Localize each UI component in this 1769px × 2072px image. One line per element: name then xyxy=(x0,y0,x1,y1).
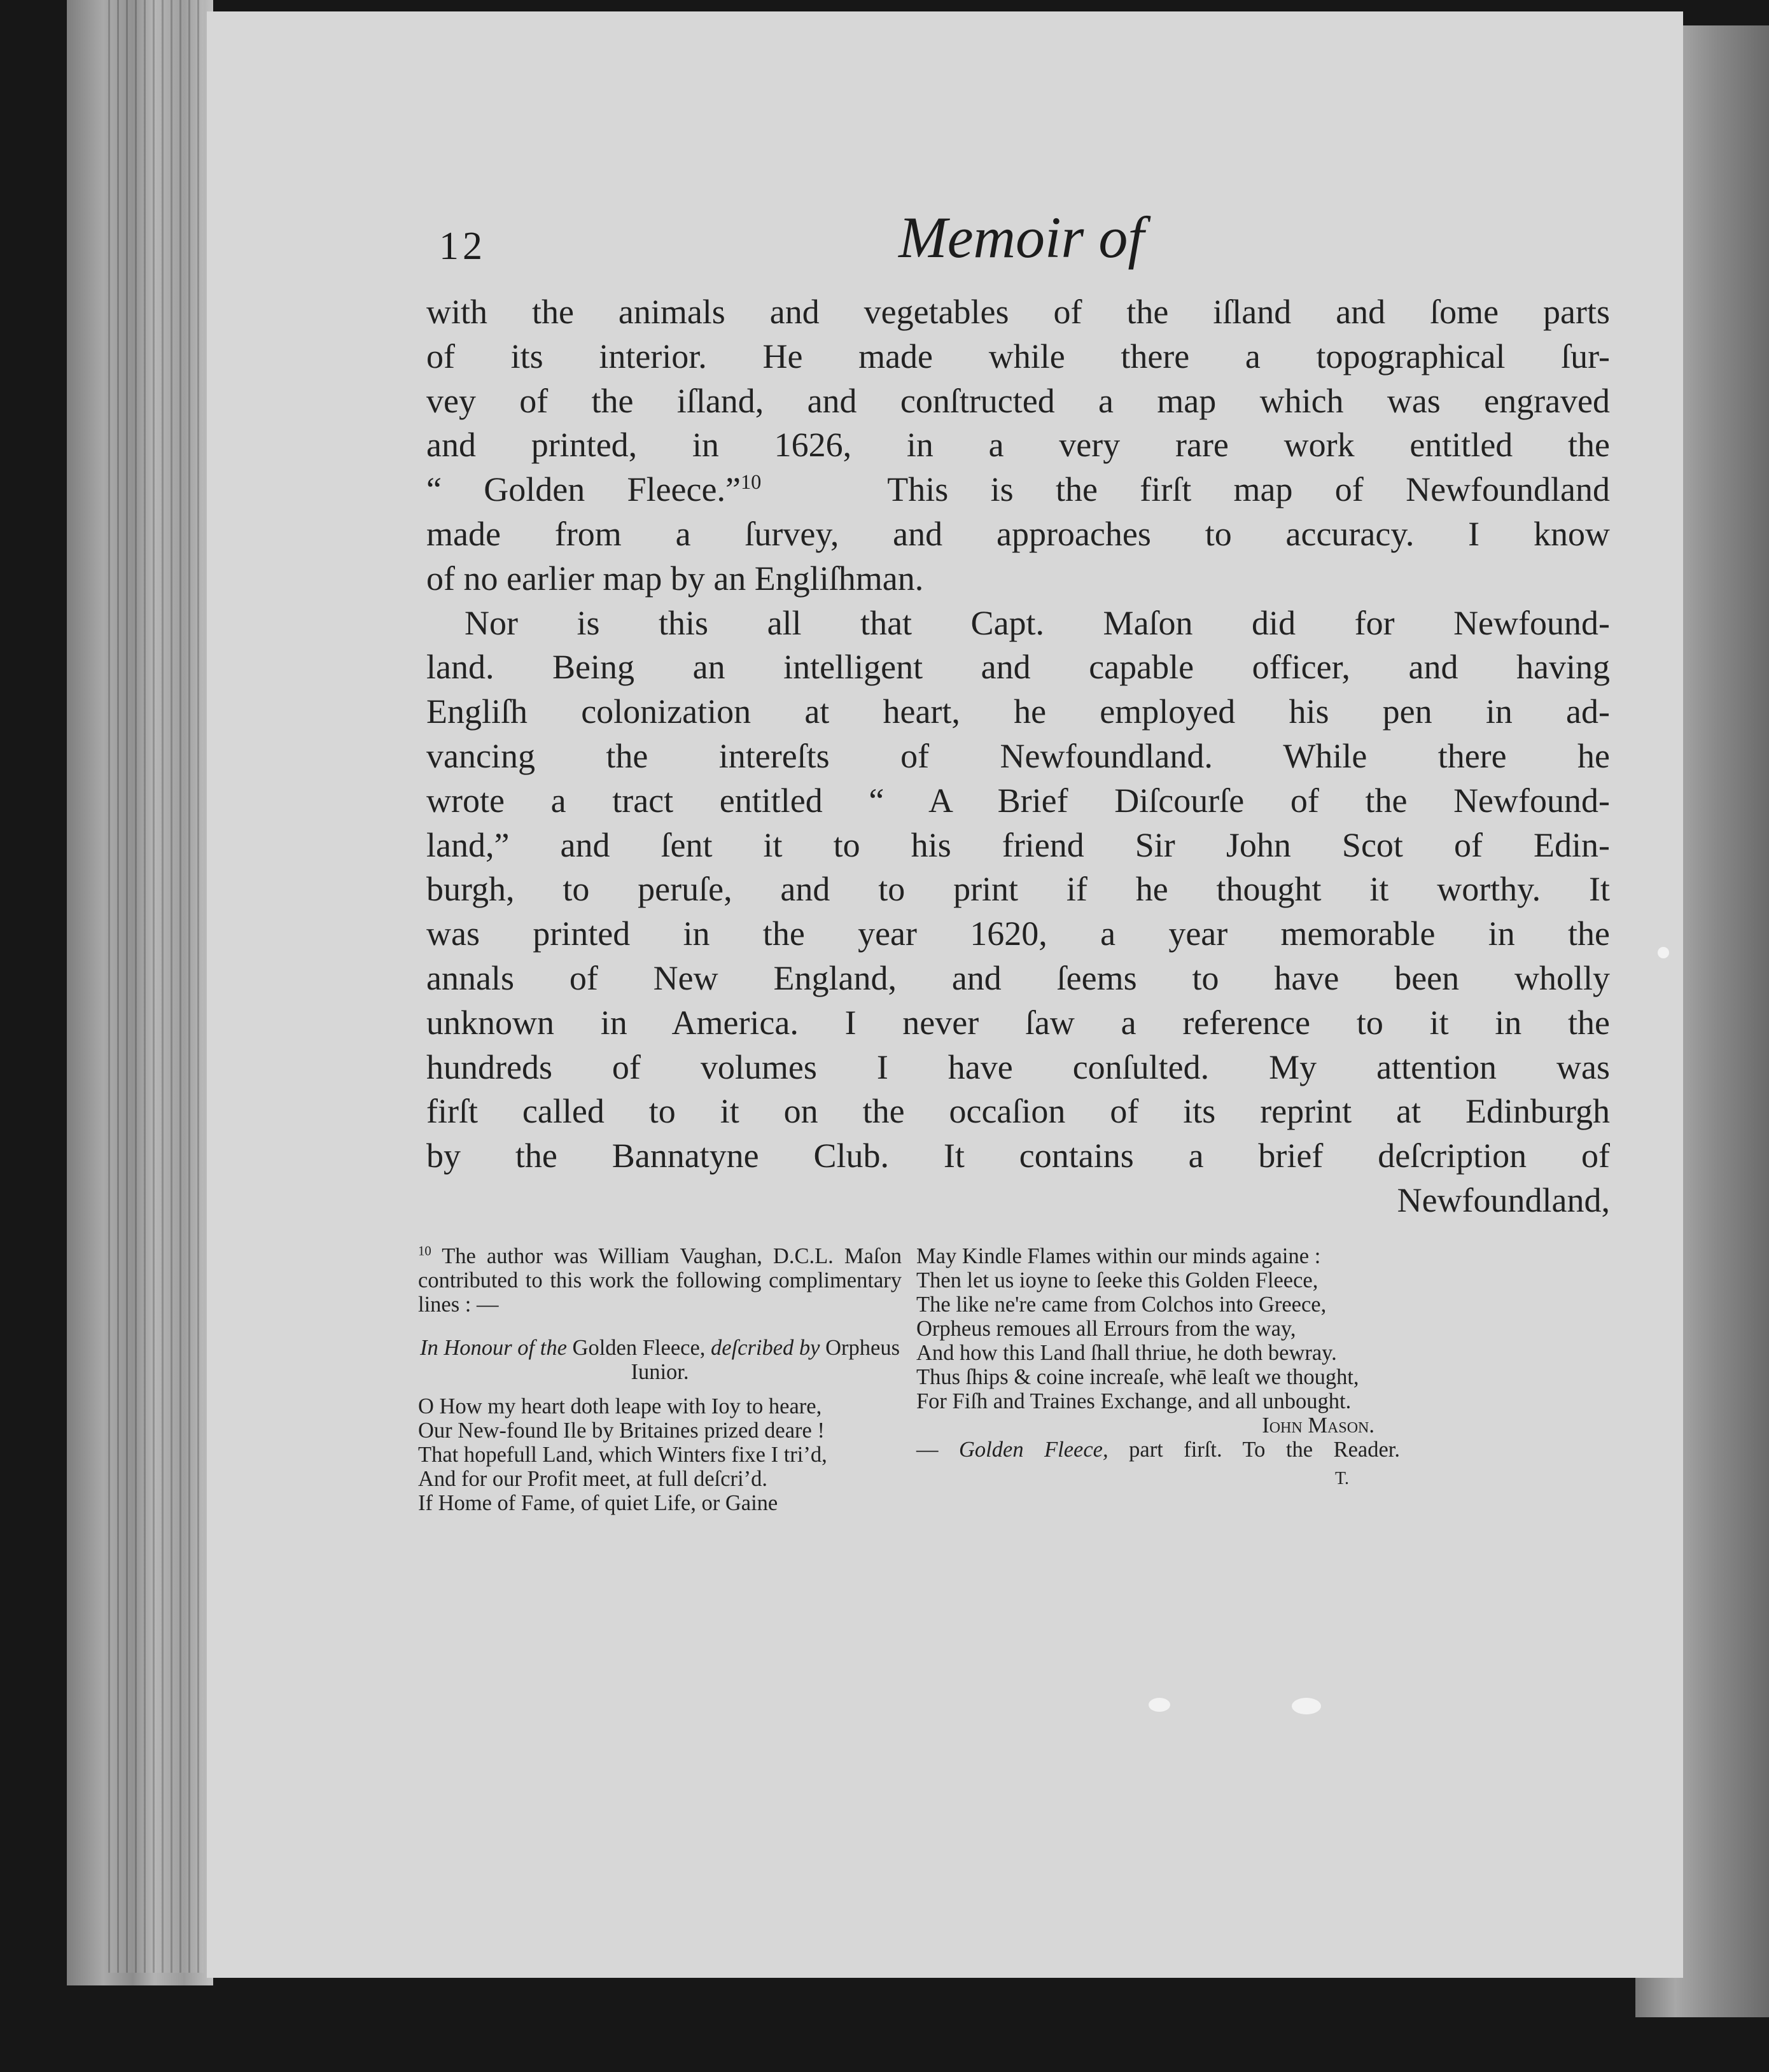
poem-heading-part: Golden Fleece, xyxy=(572,1336,706,1360)
body-line: land. Being an intelligent and capable officer, and having xyxy=(426,648,1610,687)
body-line: annals of New England, and ſeems to have been wholly xyxy=(426,958,1610,997)
body-line: of its interior. He made while there a topographical ſur- xyxy=(426,337,1610,375)
poem-heading-part: deſcribed by xyxy=(711,1336,820,1360)
footnote-marker: 10 xyxy=(418,1244,431,1259)
poem-signature: Iohn Mason. xyxy=(1262,1413,1374,1438)
body-line: Nor is this all that Capt. Maſon did for Newfound- xyxy=(465,603,1610,642)
verse-line: And for our Profit meet, at full deſcri’d. xyxy=(418,1467,767,1491)
body-line: of no earlier map by an Engliſhman. xyxy=(426,559,924,598)
page-number: 12 xyxy=(439,225,486,268)
poem-heading-part: Orpheus Iunior. xyxy=(631,1336,900,1384)
verse-line: And how this Land ſhall thriue, he doth bewray. xyxy=(916,1341,1337,1365)
body-line: hundreds of volumes I have conſulted. My attention was xyxy=(426,1047,1610,1086)
body-line: land,” and ſent it to his friend Sir John Scot of Edin- xyxy=(426,825,1610,864)
verse-line: If Home of Fame, of quiet Life, or Gaine xyxy=(418,1491,778,1515)
source-dash: — xyxy=(916,1438,939,1462)
verse-line: For Fiſh and Traines Exchange, and all unbought. xyxy=(916,1389,1352,1413)
footnote-left-column xyxy=(418,1244,902,1515)
body-line-part: This is the firſt map of Newfoundland xyxy=(887,470,1610,509)
source-title: Golden Fleece, xyxy=(959,1438,1108,1462)
page-stack-edges xyxy=(108,0,204,1973)
running-head xyxy=(439,191,1604,286)
verse-line: May Kindle Flames within our minds againe : xyxy=(916,1244,1321,1268)
footnote-ref: 10 xyxy=(740,471,762,494)
body-line: unknown in America. I never ſaw a reference to it in the xyxy=(426,1003,1610,1042)
verse-line: The like ne're came from Colchos into Greece, xyxy=(916,1292,1327,1317)
body-line: by the Bannatyne Club. It contains a brief deſcription of xyxy=(426,1137,1610,1175)
footnote-intro xyxy=(418,1244,902,1317)
body-line: wrote a tract entitled “ A Brief Diſcourſe of the Newfound- xyxy=(426,781,1610,820)
footnote-catchword: T. xyxy=(1334,1469,1349,1488)
page-title: Memoir of xyxy=(898,205,1144,270)
body-line: vancing the intereſts of Newfoundland. While there he xyxy=(426,736,1610,775)
body-line: was printed in the year 1620, a year memorable in the xyxy=(426,914,1610,953)
body-line-with-note xyxy=(426,468,1610,512)
poem-heading-part: In Honour of the xyxy=(419,1336,567,1360)
body-line: burgh, to peruſe, and to print if he thought it worthy. It xyxy=(426,870,1610,909)
footnote-intro-text: The author was William Vaughan, D.C.L. Maſon contributed to this work the following complimentary lines : — xyxy=(418,1244,902,1317)
body-line: Engliſh colonization at heart, he employed his pen in ad- xyxy=(426,692,1610,731)
body-line: vey of the iſland, and conſtructed a map which was engraved xyxy=(426,381,1610,420)
verse-line: Thus ſhips & coine increaſe, whē leaſt we thought, xyxy=(916,1365,1359,1389)
verse-line: That hopefull Land, which Winters fixe I tri’d, xyxy=(418,1443,827,1467)
body-line: made from a ſurvey, and approaches to accuracy. I know xyxy=(426,514,1610,553)
verse-line: O How my heart doth leape with Ioy to heare, xyxy=(418,1394,822,1418)
catchword-line: Newfoundland, xyxy=(1397,1180,1610,1219)
footnote-right-column xyxy=(916,1244,1400,1491)
body-line-part: “ Golden Fleece.” xyxy=(426,470,741,509)
body-text xyxy=(426,290,1610,1223)
verse-line: Then let us ioyne to ſeeke this Golden Fleece, xyxy=(916,1268,1318,1292)
body-line: firſt called to it on the occaſion of its reprint at Edinburgh xyxy=(426,1092,1610,1131)
poem-heading xyxy=(418,1336,902,1384)
verse-line: Orpheus remoues all Errours from the way, xyxy=(916,1317,1296,1341)
body-line: with the animals and vegetables of the iſland and ſome parts xyxy=(426,293,1610,331)
source-rest: part firſt. To the Reader. xyxy=(1129,1438,1401,1462)
poem-source xyxy=(916,1438,1400,1462)
verse-line: Our New-found Ile by Britaines prized deare ! xyxy=(418,1418,825,1443)
body-line: and printed, in 1626, in a very rare work entitled the xyxy=(426,426,1610,465)
